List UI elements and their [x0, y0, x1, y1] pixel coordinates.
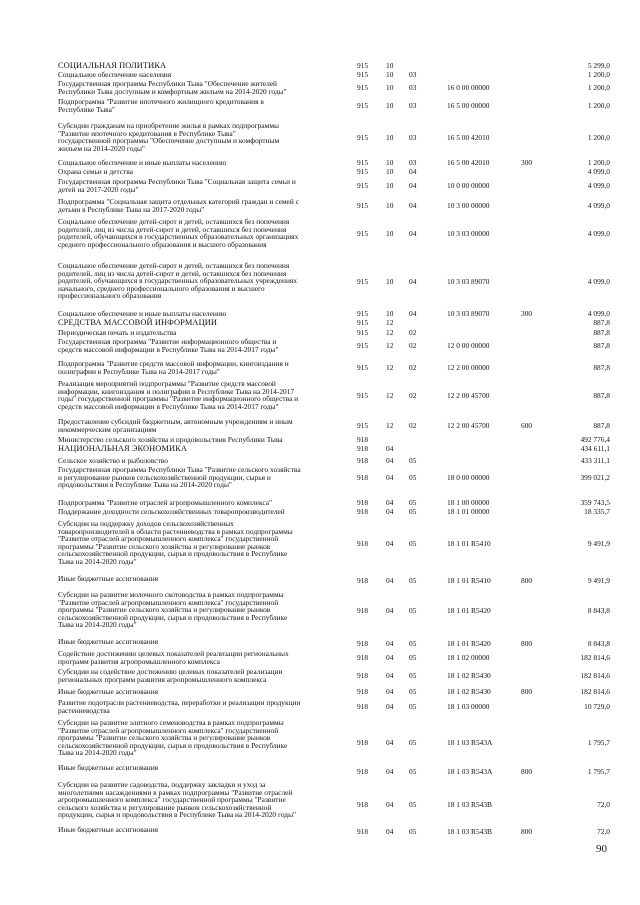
table-row: [0, 319, 640, 327]
row-csr: 10 3 03 00000: [447, 229, 490, 239]
row-sum: 182 814,6: [580, 653, 610, 663]
table-row: [0, 310, 640, 318]
row-podrazdel: 04: [409, 309, 417, 318]
row-csr: 12 2 00 45700: [447, 421, 490, 431]
row-grbs: 918: [357, 827, 369, 837]
row-razdel: 12: [386, 328, 394, 337]
row-sum: 433 311,1: [580, 456, 610, 465]
row-csr: 16 0 00 00000: [447, 83, 490, 93]
table-row: [0, 826, 640, 838]
row-csr: 10 3 03 89070: [447, 309, 490, 318]
row-podrazdel: 04: [409, 201, 417, 211]
row-sum: 4 099,0: [587, 181, 610, 191]
row-vr: 300: [521, 309, 533, 318]
row-name: Субсидии на развитие садоводства, поддержку закладки и уход за многолетними насаждениями в рамках подпрограммы "Развитие отраслей агропромышленного комплекса" государственной программы "Развитие сельского хозяйства и регулирование рынков сельскохозяйственной продукции, сырья и продовольствия в Республике Тыва на 2014-2020 годы": [58, 780, 297, 820]
row-grbs: 918: [357, 767, 369, 777]
row-podrazdel: 05: [409, 653, 417, 663]
row-grbs: 915: [357, 309, 369, 318]
row-grbs: 918: [357, 738, 369, 748]
row-name: Субсидии на развитие молочного скотоводства в рамках подпрограммы "Развитие отраслей агропромышленного комплекса" государственной программы "Развитие сельского хозяйства и регулирование рынков сельскохозяйственной продукции, сырья и продовольствия в Республике Тыва на 2014-2020 годы": [58, 590, 288, 630]
table-row: [0, 508, 640, 516]
row-razdel: 12: [386, 363, 394, 373]
table-row: [0, 650, 640, 666]
row-grbs: 915: [357, 328, 369, 337]
row-name: Государственная программа Республики Тыва "Развитие сельского хозяйства и регулирование рынков сельскохозяйственной продукции, сырья и продовольствия в Республике Тыва на 2014-2020 годы": [58, 465, 301, 490]
row-name: Иные бюджетные ассигнования: [58, 687, 159, 696]
row-sum: 4 099,0: [587, 309, 610, 318]
row-podrazdel: 03: [409, 158, 417, 167]
row-sum: 1 795,7: [587, 738, 610, 748]
table-row: [0, 457, 640, 465]
row-csr: 18 1 01 R5410: [447, 576, 491, 586]
table-row: [0, 168, 640, 176]
row-razdel: 04: [386, 539, 394, 549]
row-razdel: 04: [386, 606, 394, 616]
row-sum: 1 200,0: [587, 158, 610, 167]
row-name: СОЦИАЛЬНАЯ ПОЛИТИКА: [58, 61, 167, 70]
row-podrazdel: 05: [409, 687, 417, 696]
row-name: Подпрограмма "Развитие средств массовой информации, книгоиздания и полиграфии в Республике Тыва на 2014-2017 годы": [58, 359, 289, 376]
row-podrazdel: 02: [409, 341, 417, 351]
row-grbs: 915: [357, 201, 369, 211]
row-podrazdel: 04: [409, 181, 417, 191]
row-razdel: 10: [386, 83, 394, 93]
row-name: Министерство сельского хозяйства и продовольствия Республики Тыва: [58, 435, 283, 444]
row-csr: 18 1 03 R543A: [447, 738, 493, 748]
row-sum: 887,8: [593, 328, 610, 337]
row-sum: 10 729,0: [584, 702, 610, 712]
row-name: Содействие достижению целевых показателей реализации региональных программ развития агропромышленного комплекса: [58, 649, 289, 666]
row-name: Подпрограмма "Развитие ипотечного жилищного кредитования в Республике Тыва": [58, 97, 264, 114]
row-sum: 1 200,0: [587, 83, 610, 93]
row-podrazdel: 04: [409, 277, 417, 287]
row-podrazdel: 05: [409, 767, 417, 777]
table-row: [0, 436, 640, 444]
row-sum: 5 299,0: [587, 61, 610, 70]
row-csr: 18 1 03 00000: [447, 702, 490, 712]
row-razdel: 04: [386, 473, 394, 483]
row-sum: 182 814,6: [580, 671, 610, 681]
row-name: Иные бюджетные ассигнования: [58, 763, 159, 772]
row-sum: 887,8: [593, 421, 610, 431]
row-vr: 800: [521, 687, 533, 696]
table-row: [0, 520, 640, 568]
row-podrazdel: 05: [409, 606, 417, 616]
row-razdel: 04: [386, 687, 394, 696]
row-name: Субсидии на развитие элитного семеноводства в рамках подпрограммы "Развитие отраслей агропромышленного комплекса" государственной программы "Развитие сельского хозяйства и регулирование рынков сельскохозяйственной продукции, сырья и продовольствия в Республике Тыва на 2014-2020 годы": [58, 718, 288, 758]
row-grbs: 918: [357, 702, 369, 712]
row-name: Предоставление субсидий бюджетным, автономным учреждениям и иным некоммерческим организациям: [58, 417, 293, 434]
row-csr: 18 1 00 00000: [447, 498, 490, 507]
row-name: Социальное обеспечение детей-сирот и детей, оставшихся без попечения родителей, лиц из числа детей-сирот и детей, оставшихся без попечения родителей, обучающихся в государственных образовательных учреждениях начального, среднего профессионального образования и высшего профессионального образования: [58, 261, 297, 301]
row-razdel: 10: [386, 167, 394, 176]
row-grbs: 915: [357, 277, 369, 287]
row-vr: 300: [521, 158, 533, 167]
table-row: [0, 62, 640, 70]
row-grbs: 918: [357, 473, 369, 483]
table-row: [0, 575, 640, 587]
row-grbs: 918: [357, 671, 369, 681]
row-grbs: 915: [357, 83, 369, 93]
row-csr: 18 1 01 R5410: [447, 539, 491, 549]
table-row: [0, 218, 640, 250]
row-csr: 18 1 02 00000: [447, 653, 490, 663]
table-row: [0, 338, 640, 354]
row-grbs: 918: [357, 687, 369, 696]
row-csr: 10 3 00 00000: [447, 201, 490, 211]
row-grbs: 915: [357, 133, 369, 143]
row-name: Развитие подотрасли растениеводства, переработки и реализации продукции растениеводства: [58, 698, 301, 715]
row-podrazdel: 02: [409, 363, 417, 373]
table-row: [0, 591, 640, 631]
table-row: [0, 122, 640, 154]
row-sum: 887,8: [593, 318, 610, 327]
row-vr: 600: [521, 421, 533, 431]
row-name: Субсидии на поддержку доходов сельскохозяйственных товаропроизводителей в области растениеводства в рамках подпрограммы "Развитие отраслей агропромышленного комплекса" государственной программы "Развитие сельского хозяйства и регулирование рынков сельскохозяйственной продукции, сырья и продовольствия в Республике Тыва на 2014-2020 годы": [58, 519, 293, 566]
row-grbs: 915: [357, 229, 369, 239]
row-podrazdel: 03: [409, 133, 417, 143]
row-podrazdel: 05: [409, 738, 417, 748]
row-razdel: 04: [386, 498, 394, 507]
row-podrazdel: 05: [409, 800, 417, 810]
row-podrazdel: 05: [409, 827, 417, 837]
row-name: Государственная программа Республики Тыва "Социальная защита семьи и детей на 2017-2020 годы": [58, 177, 296, 194]
row-grbs: 915: [357, 421, 369, 431]
row-vr: 800: [521, 767, 533, 777]
row-grbs: 918: [357, 606, 369, 616]
table-row: [0, 360, 640, 376]
table-row: [0, 71, 640, 79]
row-sum: 1 795,7: [587, 767, 610, 777]
row-podrazdel: 02: [409, 421, 417, 431]
table-row: [0, 499, 640, 507]
row-grbs: 915: [357, 181, 369, 191]
table-row: [0, 699, 640, 715]
row-csr: 16 5 00 42010: [447, 158, 490, 167]
row-csr: 12 0 00 00000: [447, 341, 490, 351]
row-razdel: 04: [386, 639, 394, 649]
row-name: СРЕДСТВА МАССОВОЙ ИНФОРМАЦИИ: [58, 318, 218, 327]
table-row: [0, 781, 640, 829]
row-razdel: 10: [386, 70, 394, 79]
row-podrazdel: 05: [409, 702, 417, 712]
row-csr: 18 1 03 R543B: [447, 827, 492, 837]
row-csr: 18 1 01 R5420: [447, 639, 491, 649]
row-razdel: 12: [386, 341, 394, 351]
table-row: [0, 329, 640, 337]
row-name: Сельское хозяйство и рыболовство: [58, 456, 168, 465]
row-csr: 12 2 00 45700: [447, 391, 490, 401]
row-podrazdel: 05: [409, 539, 417, 549]
table-row: [0, 466, 640, 490]
row-grbs: 918: [357, 507, 369, 516]
row-podrazdel: 03: [409, 70, 417, 79]
row-razdel: 04: [386, 738, 394, 748]
row-razdel: 10: [386, 277, 394, 287]
row-razdel: 10: [386, 158, 394, 167]
table-row: [0, 688, 640, 696]
row-csr: 18 1 02 R5430: [447, 687, 491, 696]
row-grbs: 918: [357, 435, 369, 444]
row-grbs: 918: [357, 639, 369, 649]
row-sum: 492 776,4: [580, 435, 610, 444]
row-name: Субсидии на содействие достижению целевых показателей реализации региональных программ развития агропромышленного комплекса: [58, 667, 283, 684]
row-name: Иные бюджетные ассигнования: [58, 825, 159, 834]
row-name: Иные бюджетные ассигнования: [58, 637, 159, 646]
row-razdel: 04: [386, 827, 394, 837]
row-razdel: 10: [386, 61, 394, 70]
row-grbs: 918: [357, 498, 369, 507]
row-name: Социальное обеспечение и иные выплаты населению: [58, 309, 227, 318]
row-sum: 4 099,0: [587, 167, 610, 176]
row-razdel: 12: [386, 318, 394, 327]
row-csr: 16 5 00 42010: [447, 133, 490, 143]
row-razdel: 04: [386, 576, 394, 586]
row-csr: 18 1 03 R543A: [447, 767, 493, 777]
row-podrazdel: 03: [409, 101, 417, 111]
table-row: [0, 159, 640, 167]
row-podrazdel: 03: [409, 83, 417, 93]
table-row: [0, 445, 640, 453]
row-name: Социальное обеспечение и иные выплаты населению: [58, 158, 227, 167]
row-sum: 72,0: [597, 827, 610, 837]
row-razdel: 04: [386, 456, 394, 465]
row-podrazdel: 05: [409, 473, 417, 483]
row-name: НАЦИОНАЛЬНАЯ ЭКОНОМИКА: [58, 444, 187, 453]
row-podrazdel: 02: [409, 391, 417, 401]
row-grbs: 915: [357, 158, 369, 167]
row-podrazdel: 05: [409, 507, 417, 516]
row-grbs: 918: [357, 800, 369, 810]
page-number: 90: [596, 843, 607, 855]
row-grbs: 915: [357, 341, 369, 351]
row-grbs: 918: [357, 653, 369, 663]
row-podrazdel: 04: [409, 229, 417, 239]
row-name: Субсидии гражданам на приобретение жилья в рамках подпрограммы "Развитие ипотечного кредитования в Республике Тыва" государственной программы "Обеспечение доступным и комфортным жильем на 2014-2020 годы": [58, 121, 280, 153]
row-csr: 10 3 03 89070: [447, 277, 490, 287]
row-grbs: 915: [357, 167, 369, 176]
row-vr: 800: [521, 576, 533, 586]
row-csr: 18 1 02 R5430: [447, 671, 491, 681]
row-grbs: 915: [357, 391, 369, 401]
row-name: Подпрограмма "Социальная защита отдельных категорий граждан и семей с детьми в Республике Тыва на 2017-2020 годы": [58, 197, 299, 214]
row-sum: 4 099,0: [587, 201, 610, 211]
row-csr: 18 1 01 R5420: [447, 606, 491, 616]
row-csr: 18 1 03 R543B: [447, 800, 492, 810]
row-razdel: 12: [386, 391, 394, 401]
row-podrazdel: 05: [409, 456, 417, 465]
row-razdel: 04: [386, 653, 394, 663]
row-grbs: 915: [357, 70, 369, 79]
row-name: Охрана семьи и детства: [58, 167, 133, 176]
row-sum: 9 491,9: [587, 576, 610, 586]
row-razdel: 10: [386, 201, 394, 211]
row-grbs: 915: [357, 318, 369, 327]
row-razdel: 10: [386, 101, 394, 111]
row-sum: 9 491,9: [587, 539, 610, 549]
row-sum: 887,8: [593, 391, 610, 401]
row-podrazdel: 04: [409, 167, 417, 176]
row-sum: 359 743,5: [580, 498, 610, 507]
table-row: [0, 668, 640, 684]
table-row: [0, 380, 640, 412]
row-sum: 887,8: [593, 363, 610, 373]
row-grbs: 915: [357, 363, 369, 373]
row-razdel: 10: [386, 181, 394, 191]
row-name: Поддержание доходности сельскохозяйственных товаропроизводителей: [58, 507, 285, 516]
row-podrazdel: 05: [409, 576, 417, 586]
row-razdel: 04: [386, 767, 394, 777]
row-sum: 1 200,0: [587, 133, 610, 143]
row-grbs: 918: [357, 456, 369, 465]
row-name: Государственная программа "Развитие информационного общества и средств массовой информации в Республике Тыва на 2014-2017 годы": [58, 337, 279, 354]
row-razdel: 04: [386, 444, 394, 453]
row-sum: 434 611,1: [580, 444, 610, 453]
row-vr: 800: [521, 827, 533, 837]
row-csr: 10 0 00 00000: [447, 181, 490, 191]
row-name: Реализация мероприятий подпрограммы "Развитие средств массовой информации, книгоиздания и полиграфии в Республике Тыва на 2014-2017 годы" государственной программы "Развитие информационного общества и средств массовой информации в Республике Тыва на 2014-2017 годы": [58, 379, 299, 411]
row-grbs: 915: [357, 101, 369, 111]
table-row: [0, 198, 640, 214]
row-sum: 72,0: [597, 800, 610, 810]
row-podrazdel: 05: [409, 671, 417, 681]
row-csr: 12 2 00 00000: [447, 363, 490, 373]
row-vr: 800: [521, 639, 533, 649]
row-razdel: 04: [386, 507, 394, 516]
row-sum: 8 843,8: [587, 606, 610, 616]
table-row: [0, 262, 640, 302]
row-sum: 1 200,0: [587, 101, 610, 111]
row-grbs: 918: [357, 539, 369, 549]
row-grbs: 918: [357, 576, 369, 586]
row-name: Периодическая печать и издательства: [58, 328, 177, 337]
row-csr: 16 5 00 00000: [447, 101, 490, 111]
table-row: [0, 178, 640, 194]
row-sum: 8 843,8: [587, 639, 610, 649]
row-sum: 887,8: [593, 341, 610, 351]
row-razdel: 10: [386, 309, 394, 318]
row-podrazdel: 05: [409, 498, 417, 507]
row-csr: 18 0 00 00000: [447, 473, 490, 483]
row-razdel: 10: [386, 133, 394, 143]
row-grbs: 915: [357, 61, 369, 70]
row-sum: 182 814,6: [580, 687, 610, 696]
row-sum: 1 200,0: [587, 70, 610, 79]
table-row: [0, 418, 640, 434]
row-sum: 18 335,7: [584, 507, 610, 516]
table-row: [0, 98, 640, 114]
row-razdel: 04: [386, 671, 394, 681]
row-name: Иные бюджетные ассигнования: [58, 574, 159, 583]
row-name: Государственная программа Республики Тыва "Обеспечение жителей Республики Тыва доступным и комфортным жильем на 2014-2020 годы": [58, 79, 287, 96]
table-row: [0, 80, 640, 96]
row-csr: 18 1 01 00000: [447, 507, 490, 516]
row-razdel: 04: [386, 702, 394, 712]
row-razdel: 04: [386, 800, 394, 810]
row-name: Социальное обеспечение населения: [58, 70, 172, 79]
table-row: [0, 719, 640, 767]
row-sum: 4 099,0: [587, 277, 610, 287]
row-razdel: 10: [386, 229, 394, 239]
table-row: [0, 764, 640, 780]
row-sum: 4 099,0: [587, 229, 610, 239]
row-podrazdel: 05: [409, 639, 417, 649]
row-razdel: 12: [386, 421, 394, 431]
row-name: Социальное обеспечение детей-сирот и детей, оставшихся без попечения родителей, лиц из числа детей-сирот и детей, оставшихся без попечения родителей, обучающихся в государственных образовательных организациях среднего профессионального образования и высшего образования: [58, 217, 299, 249]
row-grbs: 918: [357, 444, 369, 453]
row-sum: 399 021,2: [580, 473, 610, 483]
row-podrazdel: 02: [409, 328, 417, 337]
row-name: Подпрограмма "Развитие отраслей агропромышленного комплекса": [58, 498, 273, 507]
